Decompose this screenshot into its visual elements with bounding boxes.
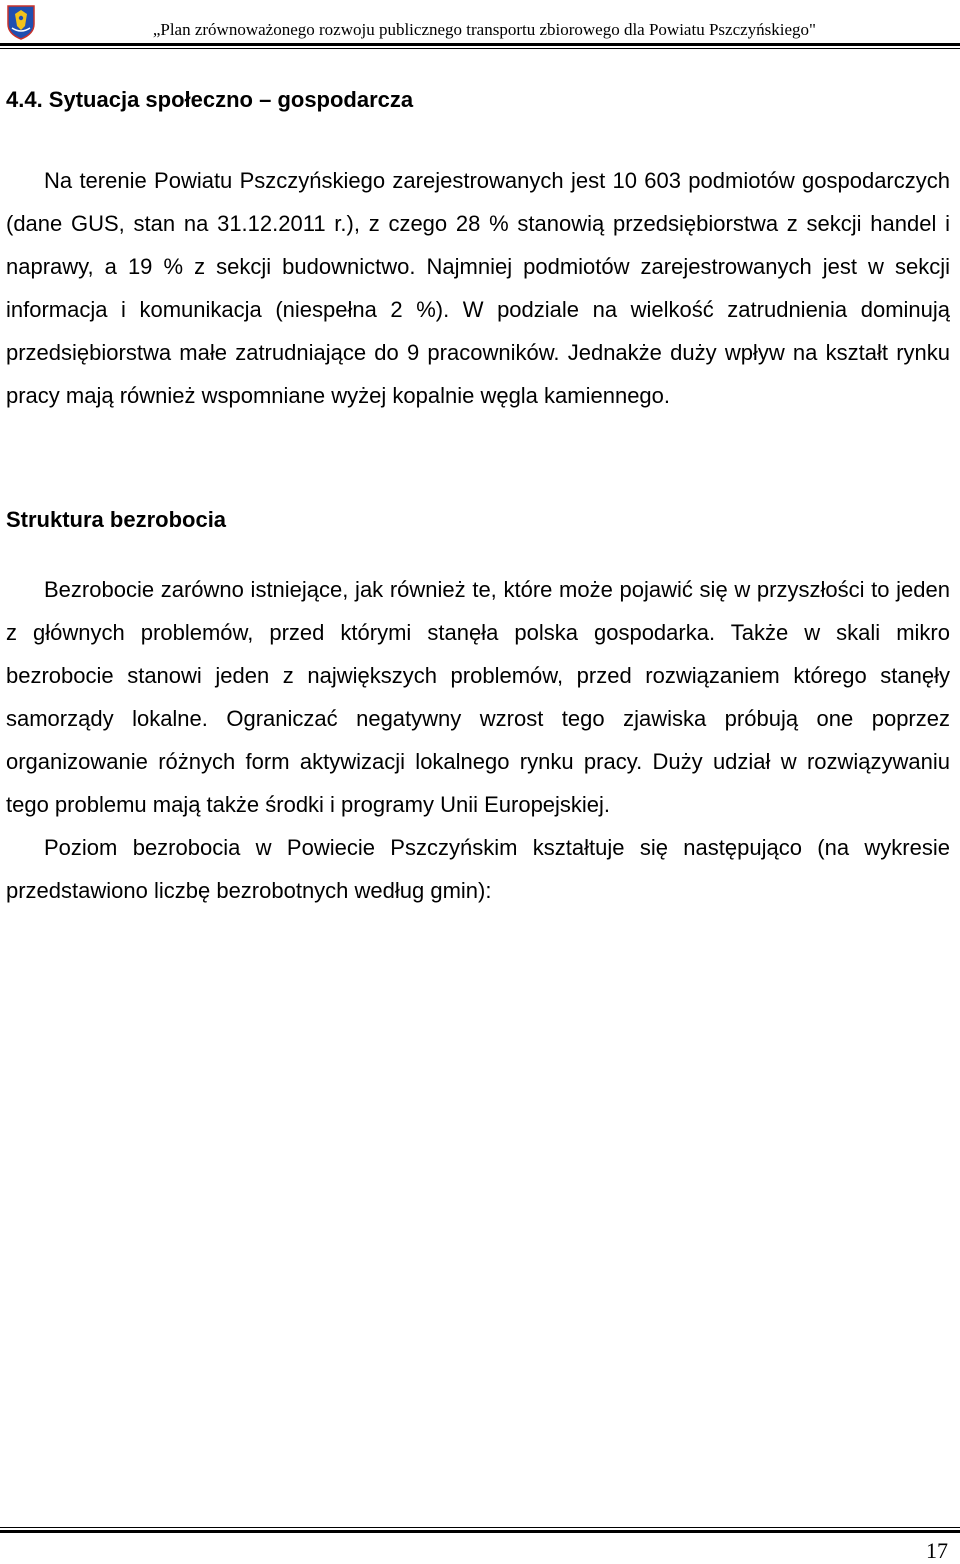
- business-paragraph: Na terenie Powiatu Pszczyńskiego zarejestrowanych jest 10 603 podmiotów gospodarczych (dane GUS, stan na 31.12.2011 r.), z czego 28 % stanowią przedsiębiorstwa z sekcji handel i naprawy, a 19 % z sekcji budownictwo. Najmniej podmiotów zarejestrowanych jest w sekcji informacja i komunikacja (niespełna 2 %). W podziale na wielkość zatrudnienia dominują przedsiębiorstwa małe zatrudniające do 9 pracowników. Jednakże duży wpływ na kształt rynku pracy mają również wspomniane wyżej kopalnie węgla kamiennego.: [6, 168, 950, 408]
- unemployment-level-paragraph: Poziom bezrobocia w Powiecie Pszczyńskim kształtuje się następująco (na wykresie przedstawiono liczbę bezrobotnych według gmin):: [6, 835, 950, 903]
- page-number: 17: [926, 1538, 948, 1563]
- coat-of-arms-icon: [6, 4, 36, 40]
- header-divider-thin: [0, 48, 960, 49]
- footer-divider: [0, 1530, 960, 1533]
- page-header: [0, 0, 960, 48]
- unemployment-heading: Struktura bezrobocia: [6, 507, 227, 532]
- unemployment-paragraph: Bezrobocie zarówno istniejące, jak również te, które może pojawić się w przyszłości to jeden z głównych problemów, przed którymi stanęła polska gospodarka. Także w skali mikro bezrobocie stanowi jeden z największych problemów, przed rozwiązaniem którego stanęły samorządy lokalne. Ograniczać negatywny wzrost tego zjawiska próbują one poprzez organizowanie różnych form aktywizacji lokalnego rynku pracy. Duży udział w rozwiązywaniu tego problemu mają także środki i programy Unii Europejskiej.: [6, 577, 950, 817]
- page-content: [6, 84, 950, 912]
- footer-divider-thin: [0, 1527, 960, 1528]
- header-divider: [0, 43, 960, 46]
- document-header-title: „Plan zrównoważonego rozwoju publicznego transportu zbiorowego dla Powiatu Pszczyńskiego": [152, 20, 816, 39]
- section-heading: 4.4. Sytuacja społeczno – gospodarcza: [6, 87, 414, 112]
